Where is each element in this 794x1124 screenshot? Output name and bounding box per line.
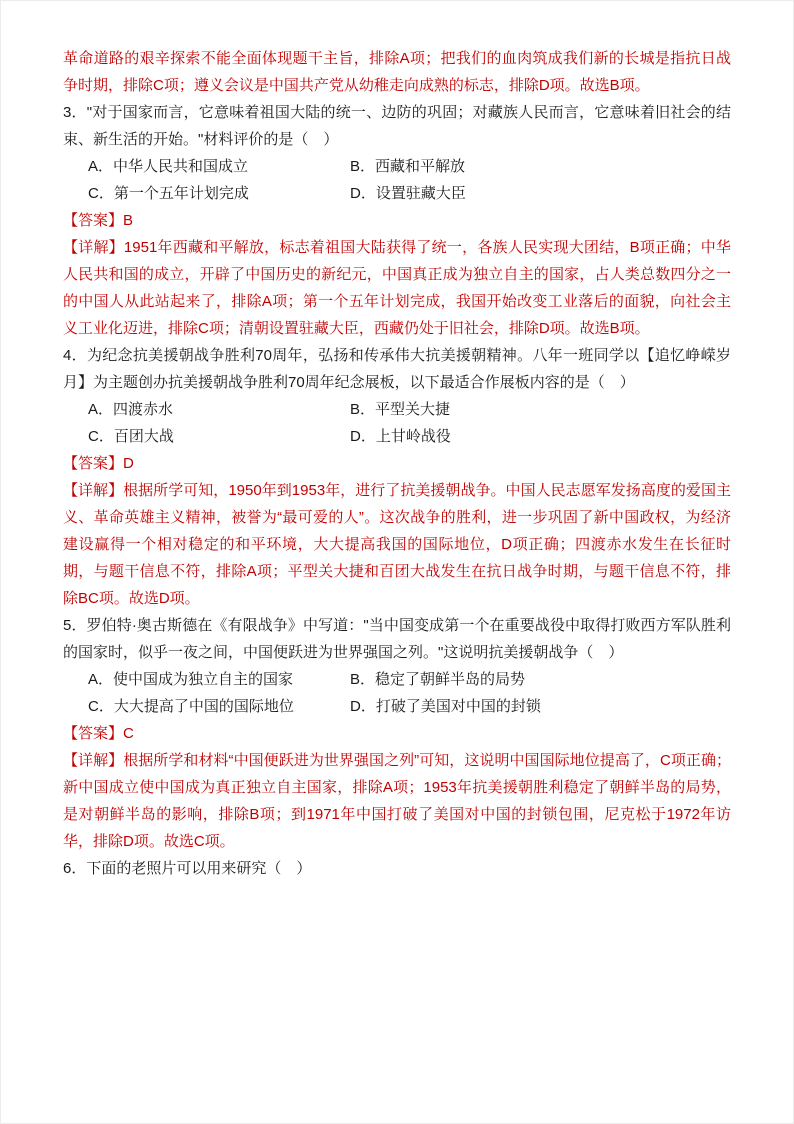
question-3-answer — [63, 207, 731, 234]
question-4-option-a — [88, 396, 350, 423]
option-text: 中华人民共和国成立 — [113, 158, 249, 175]
answer-label: 【答案】 — [63, 725, 124, 742]
option-text: 打破了美国对中国的封锁 — [375, 698, 541, 715]
question-3 — [63, 99, 731, 342]
question-number: 6． — [63, 860, 87, 877]
option-text: 上甘岭战役 — [375, 428, 451, 445]
question-4-options-row-1 — [63, 396, 731, 423]
question-4-option-d — [350, 423, 731, 450]
question-6-stem — [63, 855, 731, 882]
option-label: D． — [350, 185, 376, 202]
question-4-option-c — [88, 423, 350, 450]
option-text: 四渡赤水 — [113, 401, 174, 418]
question-5 — [63, 612, 731, 855]
question-5-analysis — [63, 747, 731, 855]
analysis-continuation-text: 革命道路的艰辛探索不能全面体现题干主旨，排除A项；把我们的血肉筑成我们新的长城是指抗日战争时期，排除C项；遵义会议是中国共产党从幼稚走向成熟的标志，排除D项。故选B项。 — [63, 50, 731, 94]
question-3-option-a — [88, 153, 350, 180]
analysis-text: 根据所学和材料“中国便跃进为世界强国之列”可知，这说明中国国际地位提高了，C项正确；新中国成立使中国成为真正独立自主国家，排除A项；1953年抗美援朝胜利稳定了朝鲜半岛的局势，是对朝鲜半岛的影响，排除B项；到1971年中国打破了美国对中国的封锁包围，尼克松于1972年访华，排除D项。故选C项。 — [63, 752, 731, 850]
question-5-option-c — [88, 693, 350, 720]
question-3-analysis — [63, 234, 731, 342]
question-5-option-a — [88, 666, 350, 693]
question-3-options-row-2 — [63, 180, 731, 207]
document-body — [63, 45, 731, 882]
option-label: C． — [88, 698, 114, 715]
option-text: 平型关大捷 — [375, 401, 451, 418]
answer-value: C — [123, 725, 134, 742]
question-number: 3． — [63, 104, 87, 121]
question-5-option-b — [350, 666, 731, 693]
question-3-option-d — [350, 180, 731, 207]
question-3-option-c — [88, 180, 350, 207]
question-3-option-b — [350, 153, 731, 180]
option-label: B． — [350, 401, 376, 418]
question-5-answer — [63, 720, 731, 747]
answer-value: D — [123, 455, 134, 472]
question-stem-text: 罗伯特·奥古斯德在《有限战争》中写道："当中国变成第一个在重要战役中取得打败西方军队胜利的国家时，似乎一夜之间，中国便跃进为世界强国之列。"这说明抗美援朝战争（ ） — [63, 617, 732, 661]
option-text: 百团大战 — [113, 428, 174, 445]
question-5-options-row-1 — [63, 666, 731, 693]
question-5-option-d — [350, 693, 731, 720]
question-3-options-row-1 — [63, 153, 731, 180]
question-4-answer — [63, 450, 731, 477]
answer-label: 【答案】 — [63, 212, 124, 229]
option-label: A． — [88, 401, 114, 418]
question-stem-text: 为纪念抗美援朝战争胜利70周年，弘扬和传承伟大抗美援朝精神。八年一班同学以【追忆峥嵘岁月】为主题创办抗美援朝战争胜利70周年纪念展板，以下最适合作展板内容的是（ ） — [63, 347, 731, 391]
option-label: C． — [88, 185, 114, 202]
question-5-options-row-2 — [63, 693, 731, 720]
analysis-text: 根据所学可知，1950年到1953年，进行了抗美援朝战争。中国人民志愿军发扬高度的爱国主义、革命英雄主义精神，被誉为“最可爱的人”。这次战争的胜利，进一步巩固了新中国政权，为经济建设赢得一个相对稳定的和平环境，大大提高我国的国际地位，D项正确；四渡赤水发生在长征时期，与题干信息不符，排除A项；平型关大捷和百团大战发生在抗日战争时期，与题干信息不符，排除BC项。故选D项。 — [63, 482, 731, 607]
option-text: 西藏和平解放 — [375, 158, 466, 175]
question-stem-text: "对于国家而言，它意味着祖国大陆的统一、边防的巩固；对藏族人民而言，它意味着旧社会的结束、新生活的开始。"材料评价的是（ ） — [63, 104, 731, 148]
question-number: 5． — [63, 617, 87, 634]
question-3-stem — [63, 99, 731, 153]
analysis-text: 1951年西藏和平解放，标志着祖国大陆获得了统一，各族人民实现大团结，B项正确；中华人民共和国的成立，开辟了中国历史的新纪元，中国真正成为独立自主的国家，占人类总数四分之一的中国人从此站起来了，排除A项；第一个五年计划完成，我国开始改变工业落后的面貌，向社会主义工业化迈进，排除C项；清朝设置驻藏大臣，西藏仍处于旧社会，排除D项。故选B项。 — [63, 239, 731, 337]
option-text: 稳定了朝鲜半岛的局势 — [375, 671, 526, 688]
question-4-analysis — [63, 477, 731, 612]
answer-value: B — [123, 212, 134, 229]
analysis-label: 【详解】 — [63, 482, 124, 499]
analysis-label: 【详解】 — [63, 752, 124, 769]
question-number: 4． — [63, 347, 87, 364]
option-label: B． — [350, 671, 376, 688]
answer-label: 【答案】 — [63, 455, 124, 472]
question-stem-text: 下面的老照片可以用来研究（ ） — [86, 860, 312, 877]
analysis-continuation — [63, 45, 731, 99]
question-5-stem — [63, 612, 731, 666]
question-4-options-row-2 — [63, 423, 731, 450]
option-label: A． — [88, 671, 114, 688]
option-text: 设置驻藏大臣 — [375, 185, 466, 202]
question-6 — [63, 855, 731, 882]
question-4-stem — [63, 342, 731, 396]
question-4 — [63, 342, 731, 612]
option-label: C． — [88, 428, 114, 445]
option-text: 使中国成为独立自主的国家 — [113, 671, 294, 688]
question-4-option-b — [350, 396, 731, 423]
analysis-label: 【详解】 — [63, 239, 124, 256]
option-label: D． — [350, 698, 376, 715]
option-label: A． — [88, 158, 114, 175]
option-text: 第一个五年计划完成 — [113, 185, 249, 202]
option-label: D． — [350, 428, 376, 445]
option-text: 大大提高了中国的国际地位 — [113, 698, 294, 715]
option-label: B． — [350, 158, 376, 175]
